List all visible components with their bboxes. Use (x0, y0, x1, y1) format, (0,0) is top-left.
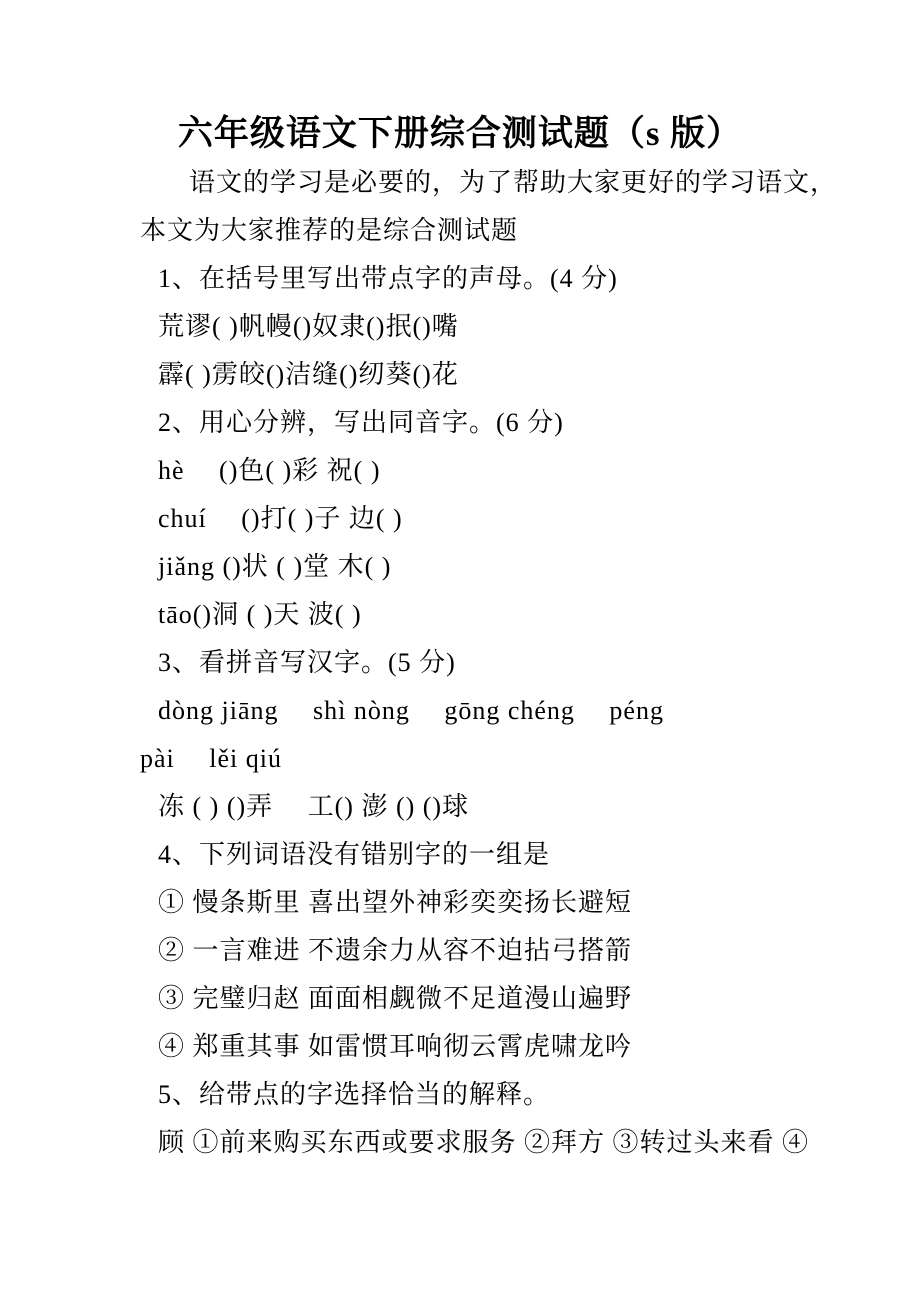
q3-pinyin-row-1: dòng jiāng shì nòng gōng chéng péng (158, 696, 664, 725)
q3-pinyin-row-2: pài lěi qiú (140, 744, 282, 773)
page-title: 六年级语文下册综合测试题（s 版） (177, 114, 743, 153)
question-3-heading: 3、看拼音写汉字。(5 分) (158, 648, 456, 677)
question-1-heading: 1、在括号里写出带点字的声母。(4 分) (158, 264, 618, 293)
q4-option-2: ② 一言难进 不遗余力从容不迫拈弓搭箭 (158, 936, 633, 965)
intro-line-2: 本文为大家推荐的是综合测试题 (140, 216, 519, 245)
q2-row-jiang: jiǎng ()状 ( )堂 木( ) (158, 552, 392, 581)
intro-line-1: 语文的学习是必要的，为了帮助大家更好的学习语文， (189, 168, 838, 197)
q1-answer-row-2: 霹( )雳皎()洁缝()纫葵()花 (158, 360, 459, 389)
question-5-heading: 5、给带点的字选择恰当的解释。 (158, 1080, 551, 1109)
q2-row-he: hè ()色( )彩 祝( ) (158, 456, 381, 485)
q2-row-chui: chuí ()打( )子 边( ) (158, 504, 403, 533)
q3-characters-row: 冻 ( ) ()弄 工() 澎 () ()球 (158, 792, 470, 821)
question-4-heading: 4、下列词语没有错别字的一组是 (158, 840, 551, 869)
q4-option-1: ① 慢条斯里 喜出望外神彩奕奕扬长避短 (158, 888, 633, 917)
q1-answer-row-1: 荒谬( )帆幔()奴隶()抿()嘴 (158, 312, 459, 341)
q2-row-tao: tāo()洞 ( )天 波( ) (158, 600, 362, 629)
q4-option-4: ④ 郑重其事 如雷惯耳响彻云霄虎啸龙吟 (158, 1032, 633, 1061)
q5-gu-definition-options: 顾 ①前来购买东西或要求服务 ②拜方 ③转过头来看 ④ (158, 1128, 810, 1157)
q4-option-3: ③ 完璧归赵 面面相觑微不足道漫山遍野 (158, 984, 633, 1013)
question-2-heading: 2、用心分辨，写出同音字。(6 分) (158, 408, 564, 437)
